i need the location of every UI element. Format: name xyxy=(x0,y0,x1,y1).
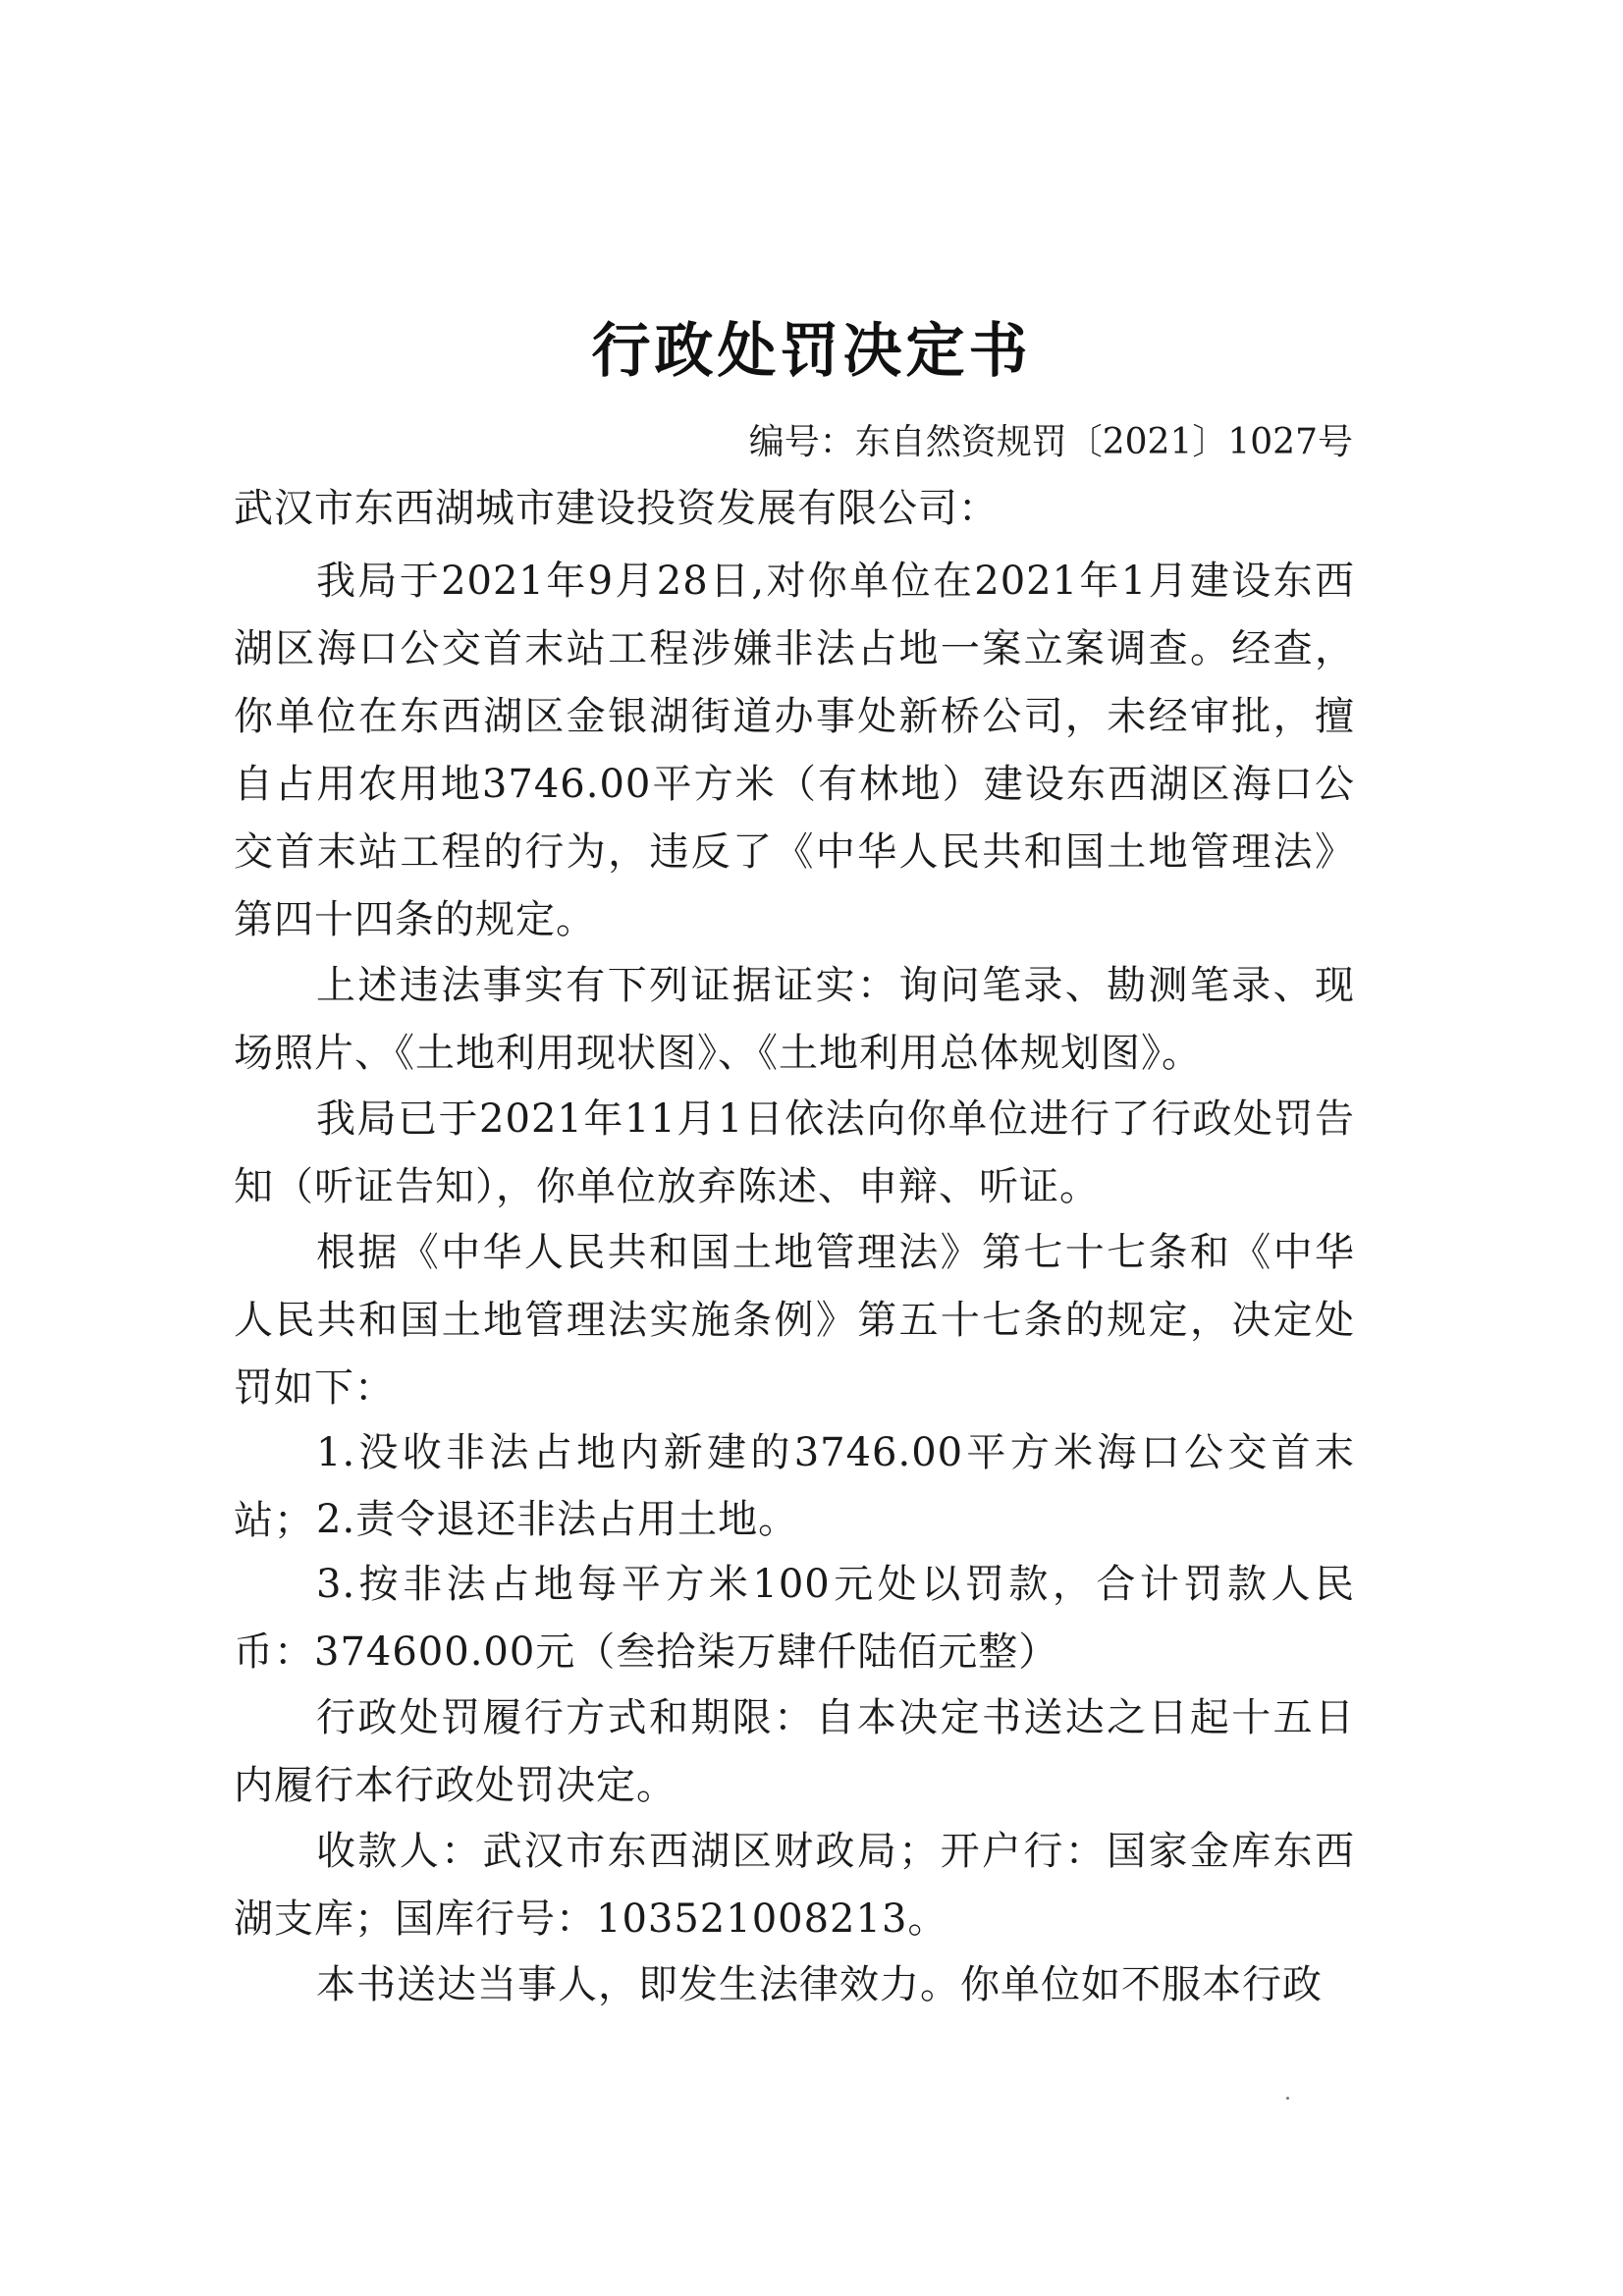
paragraph-text: 行政处罚履行方式和期限：自本决定书送达之日起十五日内履行本行政处罚决定。 xyxy=(234,1695,1355,1808)
recipient-line: 武汉市东西湖城市建设投资发展有限公司： xyxy=(234,486,999,531)
paragraph-text: 收款人：武汉市东西湖区财政局；开户行：国家金库东西湖支库；国库行号：103521008213。 xyxy=(234,1829,1355,1942)
penalty-item-2 xyxy=(234,1486,1355,1554)
document-number: 编号：东自然资规罚〔2021〕1027号 xyxy=(748,422,1353,462)
paragraph-text: 根据《中华人民共和国土地管理法》第七十七条和《中华人民共和国土地管理法实施条例》第五十七条的规定，决定处罚如下： xyxy=(234,1230,1355,1411)
paragraph-evidence xyxy=(234,952,1355,1088)
paragraph-text: 上述违法事实有下列证据证实：询问笔录、勘测笔录、现场照片、《土地利用现状图》、《土地利用总体规划图》。 xyxy=(234,963,1355,1076)
paragraph-text: 我局于2021年9月28日,对你单位在2021年1月建设东西湖区海口公交首末站工程涉嫌非法占地一案立案调查。经查，你单位在东西湖区金银湖街道办事处新桥公司，未经审批，擅自占用农用地3746.00平方米（有林地）建设东西湖区海口公交首末站工程的行为，违反了《中华人民共和国土地管理法》第四十四条的规定。 xyxy=(234,559,1355,942)
paragraph-payee xyxy=(234,1818,1355,1953)
penalty-item-text: 2.责令退还非法占用土地。 xyxy=(316,1497,799,1542)
paragraph-deadline xyxy=(234,1684,1355,1820)
penalty-item-text: 1.没收非法占地内新建的3746.00平方米海口公交首末站； xyxy=(234,1430,1355,1543)
penalty-item-text: 3.按非法占地每平方米100元处以罚款，合计罚款人民币：374600.00元（叁拾柒万肆仟陆佰元整） xyxy=(234,1562,1355,1675)
paragraph-notification xyxy=(234,1086,1355,1221)
paragraph-effect xyxy=(234,1951,1355,2019)
penalty-item-3 xyxy=(234,1551,1355,1686)
paragraph-investigation xyxy=(234,548,1355,954)
paragraph-legal-basis xyxy=(234,1219,1355,1422)
document-title: 行政处罚决定书 xyxy=(591,317,1032,386)
paragraph-text: 我局已于2021年11月1日依法向你单位进行了行政处罚告知（听证告知），你单位放弃陈述、申辩、听证。 xyxy=(234,1096,1355,1209)
scan-speck xyxy=(1286,2097,1289,2100)
paragraph-text: 本书送达当事人，即发生法律效力。你单位如不服本行政 xyxy=(316,1962,1323,2007)
